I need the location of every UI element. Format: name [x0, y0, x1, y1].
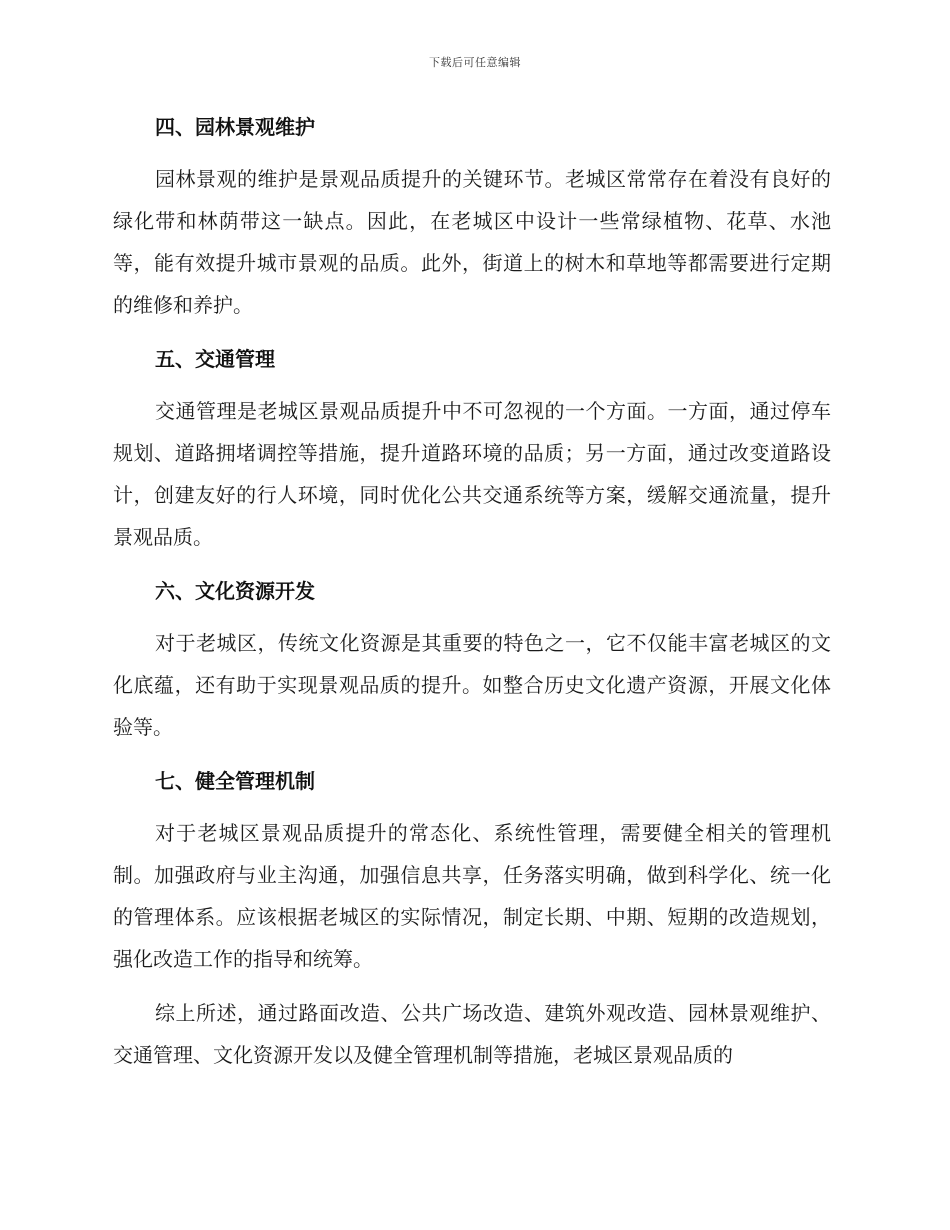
section-paragraph: 园林景观的维护是景观品质提升的关键环节。老城区常常存在着没有良好的绿化带和林荫带这一缺点。因此，在老城区中设计一些常绿植物、花草、水池等，能有效提升城市景观的品质。此外，街道上的树木和草地等都需要进行定期的维修和养护。	[113, 167, 831, 317]
section-paragraph: 对于老城区，传统文化资源是其重要的特色之一，它不仅能丰富老城区的文化底蕴，还有助于实现景观品质的提升。如整合历史文化遗产资源，开展文化体验等。	[113, 631, 831, 739]
document-body	[113, 106, 831, 1088]
section-paragraph: 交通管理是老城区景观品质提升中不可忽视的一个方面。一方面，通过停车规划、道路拥堵调控等措施，提升道路环境的品质；另一方面，通过改变道路设计，创建友好的行人环境，同时优化公共交通系统等方案，缓解交通流量，提升景观品质。	[113, 399, 831, 549]
section-garden-maintenance	[113, 106, 831, 326]
section-cultural-resources	[113, 570, 831, 748]
section-heading: 四、园林景观维护	[155, 115, 315, 139]
section-management-mechanism	[113, 760, 831, 980]
page-header: 下载后可任意编辑	[429, 56, 521, 69]
section-heading: 五、交通管理	[155, 347, 275, 371]
section-paragraph: 对于老城区景观品质提升的常态化、系统性管理，需要健全相关的管理机制。加强政府与业主沟通，加强信息共享，任务落实明确，做到科学化、统一化的管理体系。应该根据老城区的实际情况，制定长期、中期、短期的改造规划，强化改造工作的指导和统筹。	[113, 821, 831, 971]
section-traffic-management	[113, 338, 831, 558]
section-heading: 六、文化资源开发	[155, 579, 315, 603]
conclusion-paragraph: 综上所述，通过路面改造、公共广场改造、建筑外观改造、园林景观维护、交通管理、文化资源开发以及健全管理机制等措施，老城区景观品质的	[113, 1001, 831, 1067]
section-heading: 七、健全管理机制	[155, 769, 315, 793]
